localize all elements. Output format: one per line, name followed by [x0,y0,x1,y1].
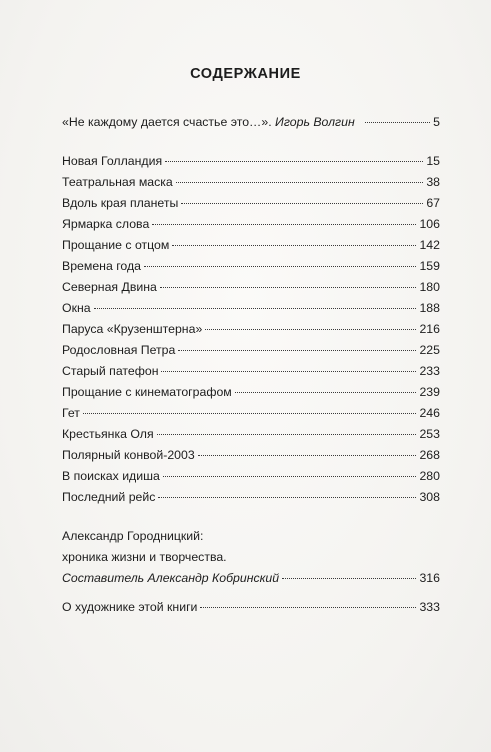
toc-entry-label: Окна [62,301,91,315]
toc-entry [62,384,440,400]
dot-leader [282,578,416,579]
toc-entry [62,237,440,253]
toc-artist-row [62,599,440,615]
toc-intro-row [62,114,440,130]
toc-entry [62,153,440,169]
dot-leader [365,122,430,123]
toc-entry [62,258,440,274]
toc-entry [62,363,440,379]
page-number: 106 [419,217,440,231]
toc-entry-label: Новая Голландия [62,154,163,168]
dot-leader [200,607,416,608]
page-number: 67 [426,196,440,210]
toc-entry [62,342,440,358]
toc-entry [62,216,440,232]
page-number: 280 [419,469,440,483]
dot-leader [178,350,416,351]
page-number: 253 [419,427,440,441]
dot-leader [144,266,416,267]
toc-entry [62,468,440,484]
toc-entry-label: Крестьянка Оля [62,427,154,441]
toc-title: СОДЕРЖАНИЕ [190,66,301,82]
dot-leader [163,476,417,477]
toc-entry-label: Паруса «Крузенштерна» [62,322,203,336]
page-number: 225 [419,343,440,357]
toc-entry-label: Времена года [62,259,142,273]
intro-quote: «Не каждому дается счастье это…». [62,115,272,129]
chronicle-compiler: Составитель Александр Кобринский [62,571,280,585]
dot-leader [172,245,416,246]
toc-entry-label: Вдоль края планеты [62,196,179,210]
dot-leader [198,455,417,456]
dot-leader [94,308,417,309]
page-number: 180 [419,280,440,294]
dot-leader [165,161,423,162]
dot-leader [235,392,417,393]
dot-leader [158,497,416,498]
toc-chronicle-row [62,570,440,586]
toc-entry [62,426,440,442]
toc-entry-label: Театральная маска [62,175,173,189]
intro-author: Игорь Волгин [275,115,355,129]
toc-entry [62,195,440,211]
toc-entry-label: Полярный конвой-2003 [62,448,195,462]
toc-entry [62,489,440,505]
toc-entry-label: Гет [62,406,80,420]
toc-entry-label: Прощание с кинематографом [62,385,232,399]
toc-entry-label: О художнике этой книги [62,600,198,614]
dot-leader [161,371,416,372]
page-number: 216 [419,322,440,336]
chronicle-line-2: хроника жизни и творчества. [62,550,227,564]
toc-entry-label: Последний рейс [62,490,156,504]
dot-leader [157,434,417,435]
page-number: 188 [419,301,440,315]
dot-leader [181,203,423,204]
page-number: 239 [419,385,440,399]
dot-leader [160,287,417,288]
page-number: 5 [433,115,440,129]
page-number: 333 [419,600,440,614]
toc-entry [62,447,440,463]
dot-leader [176,182,424,183]
page-number: 233 [419,364,440,378]
toc-entry-label: Северная Двина [62,280,157,294]
toc-intro-label [62,114,355,130]
toc-entry [62,405,440,421]
toc-entry-label: Старый патефон [62,364,159,378]
page-number: 246 [419,406,440,420]
page-number: 15 [426,154,440,168]
page-number: 38 [426,175,440,189]
dot-leader [83,413,417,414]
page-number: 308 [419,490,440,504]
toc-entry-label: Ярмарка слова [62,217,150,231]
chronicle-line-1: Александр Городницкий: [62,529,204,543]
toc-entry [62,174,440,190]
toc-entry-label: В поисках идиша [62,469,160,483]
toc-entry-label: Прощание с отцом [62,238,170,252]
toc-entry [62,279,440,295]
toc-entry [62,321,440,337]
page-number: 142 [419,238,440,252]
dot-leader [152,224,416,225]
page-number: 268 [419,448,440,462]
toc-entry-label: Родословная Петра [62,343,176,357]
dot-leader [205,329,416,330]
toc-entry [62,300,440,316]
page-number: 316 [419,571,440,585]
page-number: 159 [419,259,440,273]
